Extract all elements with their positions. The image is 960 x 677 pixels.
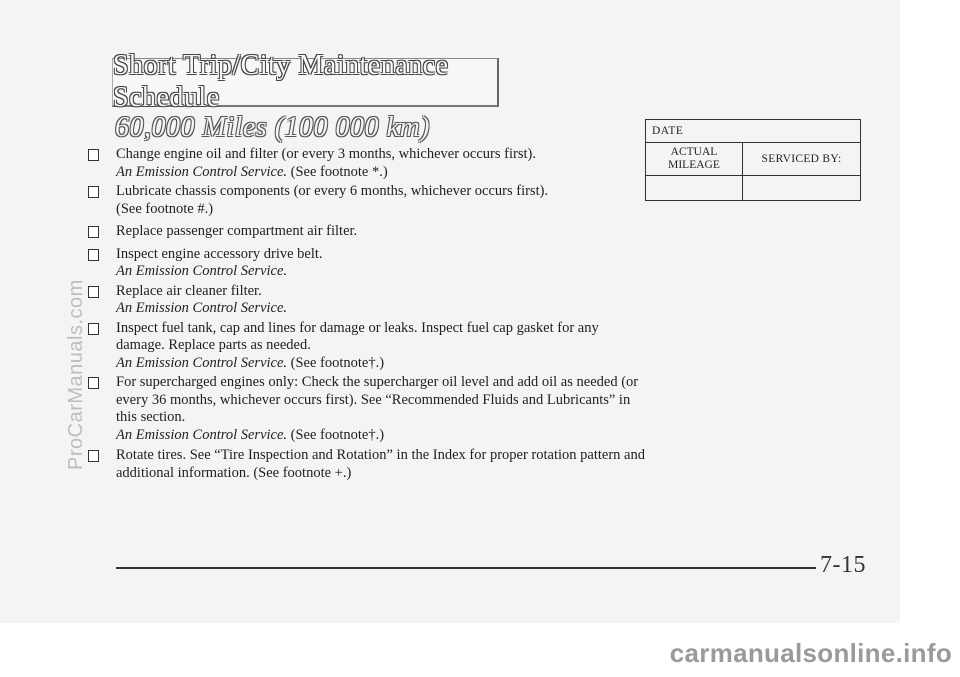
footnote-ref: (See footnote†.) — [287, 426, 385, 443]
item-text: Lubricate chassis components (or every 6 months, whichever occurs first). — [116, 183, 549, 199]
date-cell — [646, 120, 861, 143]
emission-note: An Emission Control Service. — [116, 354, 288, 371]
emission-note: An Emission Control Service. — [116, 300, 288, 316]
service-record-table — [645, 119, 861, 201]
list-item — [88, 146, 648, 181]
page-number: 7-15 — [820, 552, 866, 578]
checkbox-icon — [88, 377, 99, 389]
side-watermark: ProCarManuals.com — [65, 279, 87, 470]
checkbox-icon — [88, 249, 99, 261]
list-item — [88, 320, 648, 373]
list-item — [88, 447, 648, 482]
footnote-ref: (See footnote *.) — [287, 163, 388, 180]
footnote-ref: (See footnote†.) — [287, 354, 385, 371]
checkbox-icon — [88, 149, 99, 161]
checkbox-icon — [88, 323, 99, 335]
checkbox-icon — [88, 226, 99, 238]
actual-mileage-header — [646, 143, 743, 176]
emission-note: An Emission Control Service. — [116, 426, 288, 443]
mileage-label: MILEAGE — [668, 159, 720, 171]
emission-note: An Emission Control Service. — [116, 163, 288, 180]
serviced-by-entry — [743, 176, 861, 201]
item-text: Inspect fuel tank, cap and lines for damage or leaks. Inspect fuel cap gasket for any damage. Replace parts as needed. — [116, 319, 599, 353]
item-note — [116, 427, 648, 445]
item-text: Replace air cleaner filter. — [116, 282, 262, 299]
item-note — [116, 164, 648, 182]
item-note — [116, 355, 648, 373]
actual-label: ACTUAL — [670, 146, 718, 158]
list-item — [88, 183, 648, 218]
item-text: Replace passenger compartment air filter. — [116, 223, 358, 239]
section-title: Short Trip/City Maintenance Schedule — [113, 50, 449, 113]
maintenance-checklist — [88, 146, 648, 482]
list-item — [88, 283, 648, 318]
checkbox-icon — [88, 286, 99, 298]
interval-heading: 60,000 Miles (100 000 km) — [115, 112, 431, 143]
list-item — [88, 374, 648, 444]
item-text: Inspect engine accessory drive belt. — [116, 245, 323, 262]
item-text: Rotate tires. See “Tire Inspection and Rotation” in the Index for proper rotation pattern and additional information. (See footnote +.) — [116, 447, 645, 481]
footer-rule — [116, 567, 816, 569]
bottom-watermark: carmanualsonline.info — [669, 638, 952, 668]
emission-note: An Emission Control Service. — [116, 263, 288, 279]
checkbox-icon — [88, 186, 99, 198]
serviced-by-header: SERVICED BY: — [743, 143, 861, 176]
checkbox-icon — [88, 450, 99, 462]
item-text: For supercharged engines only: Check the supercharger oil level and add oil as needed (or every 36 months, whichever occurs first). See “Recommended Fluids and Lubricants” in this section. — [116, 374, 639, 425]
section-banner — [112, 50, 499, 113]
list-item — [88, 246, 648, 281]
item-text: Change engine oil and filter (or every 3 months, whichever occurs first). — [116, 146, 536, 162]
date-label: DATE — [652, 125, 684, 137]
list-item — [88, 223, 648, 241]
actual-mileage-entry — [646, 176, 743, 201]
footnote-ref: (See footnote #.) — [116, 200, 214, 217]
